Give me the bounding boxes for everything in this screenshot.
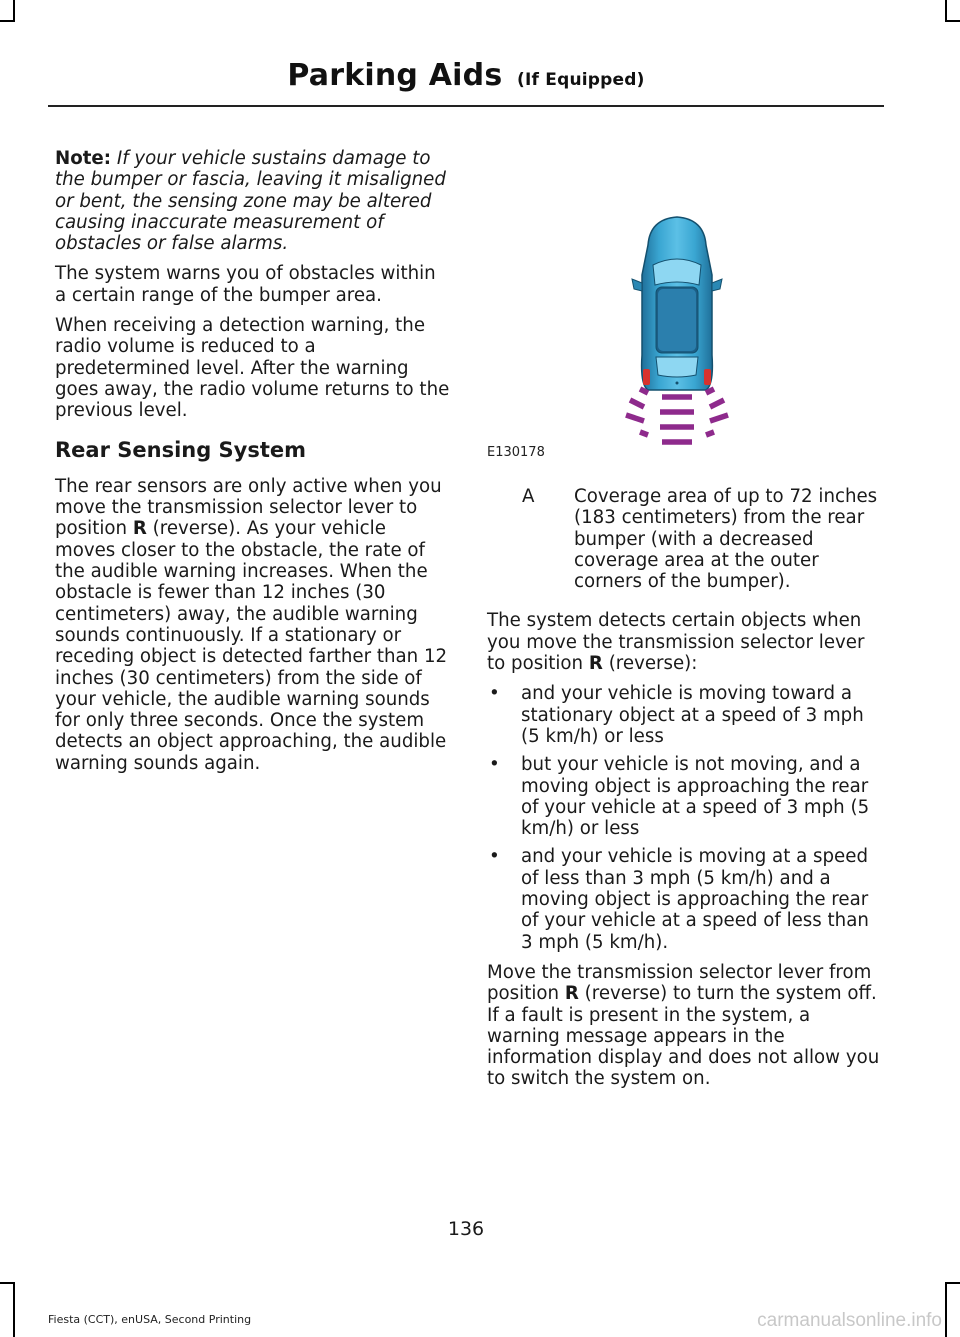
detection-conditions-list [487,683,882,953]
rear-sensors-paragraph [55,476,450,774]
list-item [487,846,882,952]
crop-mark-bottom-right-v [945,1282,947,1337]
car-top-view-illustration [600,205,760,450]
section-heading-rear-sensing: Rear Sensing System [55,437,307,462]
turn-off-text-a: Move the transmission selector lever from position [487,961,872,1005]
reverse-position-label: R [588,653,603,675]
page-header [0,58,932,93]
list-item-text: but your vehicle is not moving, and a moving object is approaching the rear of your vehicle at a speed of 3 mph (5 km/h) or less [521,754,870,840]
reverse-position-label: R [132,518,147,540]
crop-mark-bottom-left-v [13,1282,15,1337]
rear-sensors-text-b: (reverse). As your vehicle moves closer to the obstacle, the rate of the audible warning increases. When the obstacle is fewer than 12 inches (30 centimeters) away, the audible warning sounds continuously. If a stationary or receding object is detected farther than 12 inches (30 centimeters) from the side of your vehicle, the audible warning sounds for only three seconds. Once the system detects an object approaching, the audible warning sounds again. [55,518,448,774]
car-sensing-figure [600,205,760,450]
turn-off-text-b: (reverse) to turn the system off. If a fault is present in the system, a warning message appears in the information display and does not allow you to switch the system on. [487,983,880,1090]
footer-text: Fiesta (CCT), enUSA, Second Printing [48,1313,252,1326]
watermark-text: carmanualsonline.info [757,1310,942,1331]
detection-text-b: (reverse): [608,653,698,675]
header-divider [48,105,884,107]
callout-letter: A [522,486,535,507]
figure-callout [487,486,882,592]
bullet-symbol: • [489,683,500,705]
header-title: Parking Aids [287,58,503,93]
list-item [487,683,882,747]
turn-off-paragraph [487,962,882,1090]
list-item [487,754,882,839]
note-label: Note: [55,148,112,169]
crop-mark-bottom-right-h [945,1282,960,1284]
crop-mark-top-right-h [945,20,960,22]
crop-mark-top-right-v [945,0,947,22]
figure-code: E130178 [487,445,545,460]
note-paragraph [55,148,450,254]
left-column [55,148,450,783]
crop-mark-top-left-h [0,20,15,22]
bullet-symbol: • [489,754,500,776]
detection-text-a: The system detects certain objects when you move the transmission selector lever to position [487,610,865,675]
warning-range-paragraph: The system warns you of obstacles within a certain range of the bumper area. [55,263,436,306]
bullet-symbol: • [489,846,500,868]
list-item-text: and your vehicle is moving at a speed of less than 3 mph (5 km/h) and a moving object is approaching the rear of your vehicle at a speed of less than 3 mph (5 km/h). [521,846,869,953]
header-subtitle: (If Equipped) [517,70,645,90]
crop-mark-bottom-left-h [0,1282,15,1284]
page-number: 136 [447,1218,485,1240]
right-column [487,486,882,1099]
detection-paragraph [487,610,882,674]
list-item-text: and your vehicle is moving toward a stationary object at a speed of 3 mph (5 km/h) or less [521,683,864,747]
rear-sensors-text-a: The rear sensors are only active when you move the transmission selector lever to position [55,475,442,540]
note-text: If your vehicle sustains damage to the bumper or fascia, leaving it misaligned or bent, the sensing zone may be altered causing inaccurate measurement of obstacles or false alarms. [55,148,446,255]
reverse-position-label: R [564,983,579,1005]
radio-volume-paragraph: When receiving a detection warning, the radio volume is reduced to a predetermined level. After the warning goes away, the radio volume returns to the previous level. [55,315,450,422]
crop-mark-top-left-v [13,0,15,22]
callout-description: Coverage area of up to 72 inches (183 centimeters) from the rear bumper (with a decreased coverage area at the outer corners of the bumper). [574,486,878,593]
